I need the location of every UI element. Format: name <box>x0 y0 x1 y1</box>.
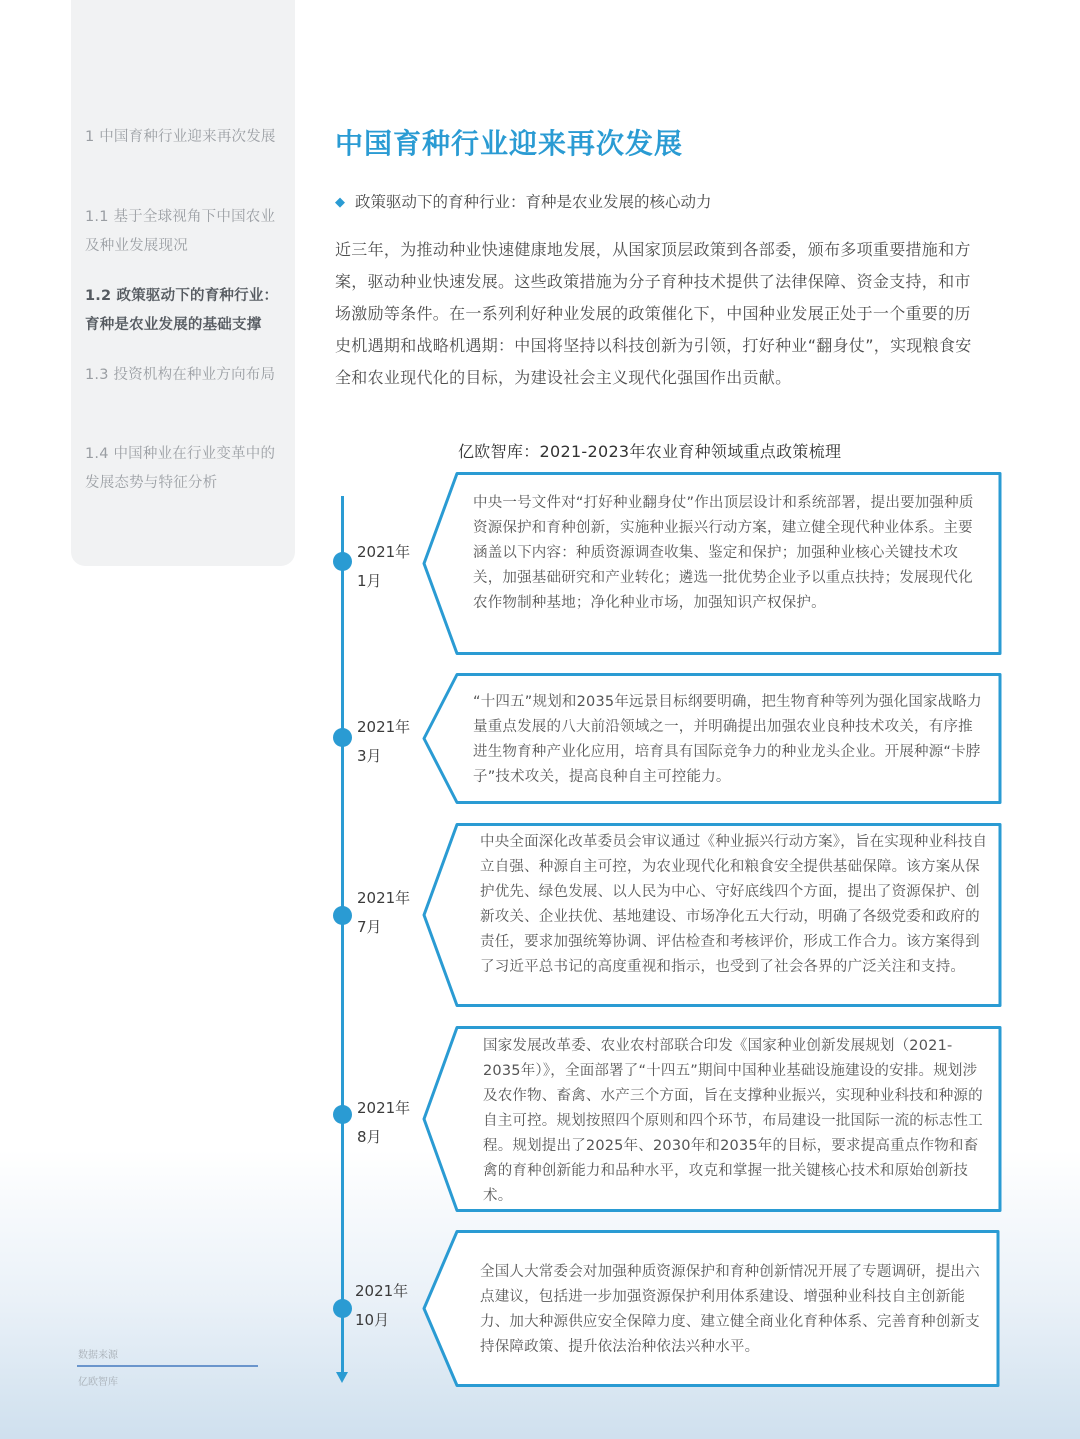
policy-card <box>423 1230 999 1387</box>
timeline-axis <box>341 496 344 1376</box>
subheading-text: 政策驱动下的育种行业：育种是农业发展的核心动力 <box>355 193 712 211</box>
entry-month: 7月 <box>357 918 382 936</box>
entry-date <box>357 884 427 942</box>
policy-card <box>423 1026 1001 1212</box>
policy-text: 中央全面深化改革委员会审议通过《种业振兴行动方案》，旨在实现种业科技自立自强、种源自主可控，为农业现代化和粮食安全提供基础保障。该方案从保护优先、绿色发展、以人民为中心、守好底线四个方面，提出了资源保护、创新攻关、企业扶优、基地建设、市场净化五大行动，明确了各级党委和政府的责任，要求加强统筹协调、评估检查和考核评价，形成工作合力。该方案得到了习近平总书记的高度重视和指示，也受到了社会各界的广泛关注和支持。 <box>480 834 988 975</box>
section-subheading <box>335 190 712 212</box>
policy-text: 全国人大常委会对加强种质资源保护和育种创新情况开展了专题调研，提出六点建议，包括进一步加强资源保护利用体系建设、增强种业科技自主创新能力、加大种源供应安全保障力度、建立健全商业化育种体系、完善育种创新支持保障政策、提升依法治种依法兴种水平。 <box>480 1264 980 1355</box>
timeline-dot <box>333 728 352 747</box>
policy-text: “十四五”规划和2035年远景目标纲要明确，把生物育种等列为强化国家战略力量重点发展的八大前沿领域之一，并明确提出加强农业良种技术攻关，有序推进生物育种产业化应用，培育具有国际竞争力的种业龙头企业。开展种源“卡脖子”技术攻关，提高良种自主可控能力。 <box>473 694 982 785</box>
toc-item-1-2-active[interactable]: 1.2 政策驱动下的育种行业：育种是农业发展的基础支撑 <box>85 288 279 333</box>
entry-year: 2021年 <box>355 1282 409 1300</box>
entry-month: 10月 <box>355 1311 390 1329</box>
entry-month: 1月 <box>357 572 382 590</box>
policy-card <box>423 472 1001 655</box>
timeline-dot <box>333 906 352 925</box>
entry-date <box>355 1277 425 1335</box>
diamond-bullet-icon: ◆ <box>335 195 345 210</box>
entry-date <box>357 1094 427 1152</box>
timeline-arrow-icon <box>336 1372 348 1383</box>
entry-month: 3月 <box>357 747 382 765</box>
toc-item-1-3[interactable]: 1.3 投资机构在种业方向布局 <box>85 367 276 383</box>
entry-year: 2021年 <box>357 889 411 907</box>
timeline-dot <box>333 1299 352 1318</box>
entry-month: 8月 <box>357 1128 382 1146</box>
source-divider <box>77 1365 258 1367</box>
page-title: 中国育种行业迎来再次发展 <box>335 127 684 160</box>
timeline-dot <box>333 552 352 571</box>
sidebar-toc <box>71 0 295 566</box>
policy-card <box>423 673 1001 804</box>
entry-date <box>357 713 427 771</box>
policy-text: 国家发展改革委、农业农村部联合印发《国家种业创新发展规划（2021-2035年）》，全面部署了“十四五”期间中国种业基础设施建设的安排。规划涉及农作物、畜禽、水产三个方面，旨在支撑种业振兴，实现种业科技和种源的自主可控。规划按照四个原则和四个环节，布局建设一批国际一流的标志性工程。规划提出了2025年、2030年和2035年的目标，要求提高重点作物和畜禽的育种创新能力和品种水平，攻克和掌握一批关键核心技术和原始创新技术。 <box>483 1038 983 1204</box>
policy-text: 中央一号文件对“打好种业翻身仗”作出顶层设计和系统部署，提出要加强种质资源保护和育种创新，实施种业振兴行动方案，建立健全现代种业体系。主要涵盖以下内容：种质资源调查收集、鉴定和保护；加强种业核心关键技术攻关，加强基础研究和产业转化；遴选一批优势企业予以重点扶持；发展现代化农作物制种基地；净化种业市场，加强知识产权保护。 <box>473 495 974 611</box>
entry-year: 2021年 <box>357 718 411 736</box>
entry-date <box>357 538 427 596</box>
source-label: 数据来源 <box>78 1350 118 1361</box>
toc-item-1[interactable]: 1 中国育种行业迎来再次发展 <box>85 129 276 145</box>
entry-year: 2021年 <box>357 1099 411 1117</box>
intro-paragraph: 近三年，为推动种业快速健康地发展，从国家顶层政策到各部委，颁布多项重要措施和方案，驱动种业快速发展。这些政策措施为分子育种技术提供了法律保障、资金支持，和市场激励等条件。在一系列利好种业发展的政策催化下，中国种业发展正处于一个重要的历史机遇期和战略机遇期：中国将坚持以科技创新为引领，打好种业“翻身仗”，实现粮食安全和农业现代化的目标，为建设社会主义现代化强国作出贡献。 <box>335 240 972 387</box>
toc-item-1-1[interactable]: 1.1 基于全球视角下中国农业及种业发展现况 <box>85 209 276 254</box>
policy-card <box>423 823 1001 1007</box>
timeline-title: 亿欧智库：2021-2023年农业育种领域重点政策梳理 <box>458 442 842 461</box>
toc-item-1-4[interactable]: 1.4 中国种业在行业变革中的发展态势与特征分析 <box>85 446 276 491</box>
source-value: 亿欧智库 <box>78 1377 118 1388</box>
timeline-dot <box>333 1105 352 1124</box>
entry-year: 2021年 <box>357 543 411 561</box>
